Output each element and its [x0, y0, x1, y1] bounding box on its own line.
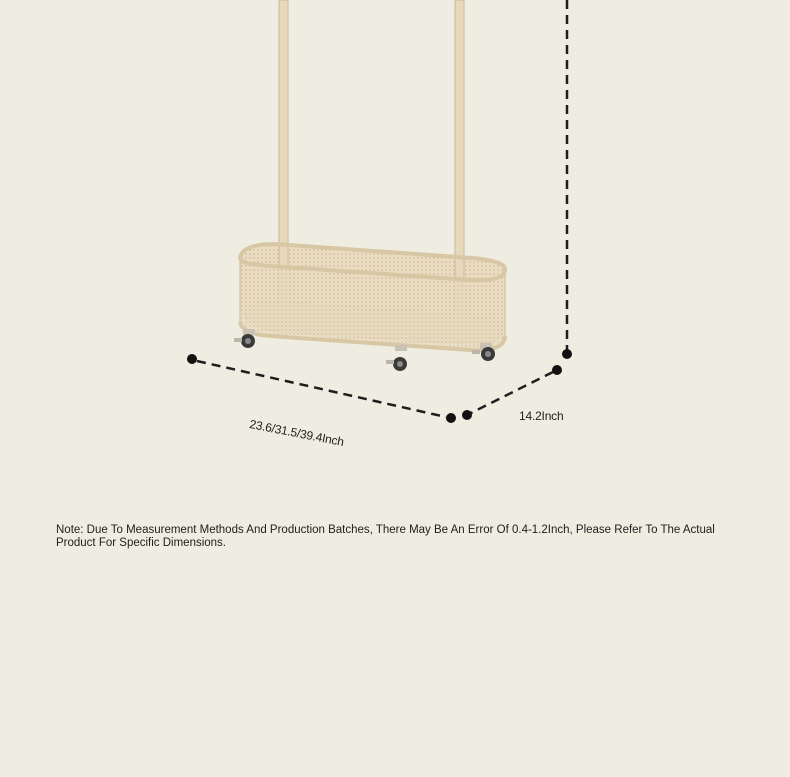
depth-dimension-label: 14.2Inch: [519, 409, 564, 423]
width-dimension-label: 23.6/31.5/39.4Inch: [248, 417, 346, 450]
height-dimension-line: [562, 0, 572, 359]
caster-wheel: [386, 345, 407, 371]
caster-wheel: [234, 329, 255, 348]
measurement-note: Note: Due To Measurement Methods And Production Batches, There May Be An Error Of 0.4-1.2Inch, Please Refer To The Actual Product For Specific Dimensions.: [56, 524, 715, 549]
width-dimension-line: [187, 354, 456, 423]
clothes-rack-image: [234, 0, 505, 371]
